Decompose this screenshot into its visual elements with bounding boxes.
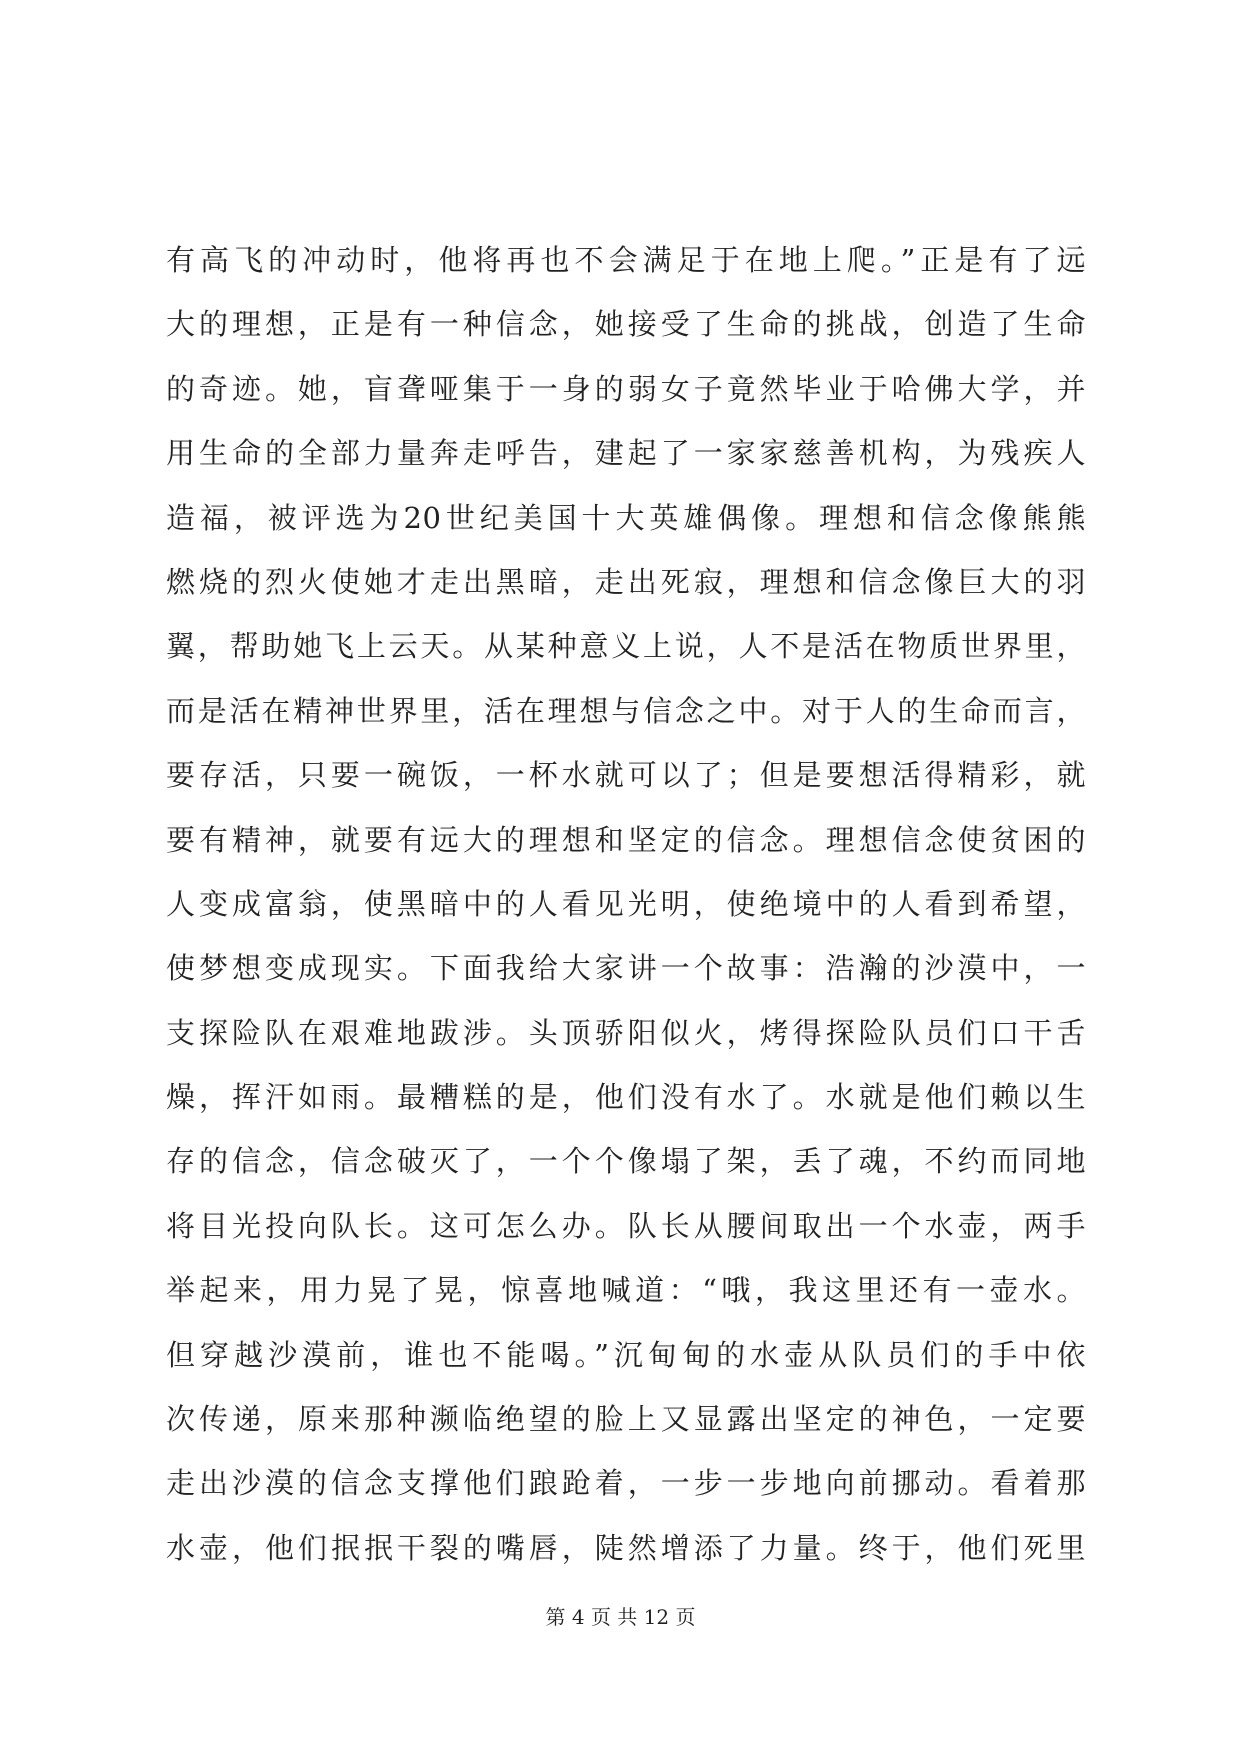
text-line: 用生命的全部力量奔走呼告，建起了一家家慈善机构，为残疾人 (166, 436, 1086, 471)
text-line: 走出沙漠的信念支撑他们踉跄着，一步一步地向前挪动。看着那 (166, 1466, 1086, 1501)
text-line: 大的理想，正是有一种信念，她接受了生命的挑战，创造了生命 (166, 307, 1086, 342)
text-line: 翼，帮助她飞上云天。从某种意义上说，人不是活在物质世界里， (166, 629, 1086, 664)
page-number-footer: 第 4 页 共 12 页 (545, 1605, 696, 1629)
text-line: 使梦想变成现实。下面我给大家讲一个故事：浩瀚的沙漠中，一 (166, 951, 1086, 986)
text-line: 将目光投向队长。这可怎么办。队长从腰间取出一个水壶，两手 (166, 1208, 1086, 1243)
text-line: 支探险队在艰难地跋涉。头顶骄阳似火，烤得探险队员们口干舌 (166, 1015, 1086, 1050)
text-line: 水壶，他们抿抿干裂的嘴唇，陡然增添了力量。终于，他们死里 (166, 1530, 1086, 1565)
text-line: 存的信念，信念破灭了，一个个像塌了架，丢了魂，不约而同地 (166, 1144, 1086, 1179)
text-line: 但穿越沙漠前，谁也不能喝。”沉甸甸的水壶从队员们的手中依 (166, 1337, 1086, 1372)
text-line: 次传递，原来那种濒临绝望的脸上又显露出坚定的神色，一定要 (166, 1402, 1086, 1437)
text-line: 燃烧的烈火使她才走出黑暗，走出死寂，理想和信念像巨大的羽 (166, 564, 1086, 599)
body-text (166, 228, 1086, 1580)
text-line: 的奇迹。她，盲聋哑集于一身的弱女子竟然毕业于哈佛大学，并 (166, 371, 1086, 406)
text-line: 造福，被评选为20世纪美国十大英雄偶像。理想和信念像熊熊 (166, 500, 1086, 535)
text-line: 举起来，用力晃了晃，惊喜地喊道：“哦，我这里还有一壶水。 (166, 1273, 1086, 1308)
text-line: 而是活在精神世界里，活在理想与信念之中。对于人的生命而言， (166, 693, 1086, 728)
text-line: 有高飞的冲动时，他将再也不会满足于在地上爬。”正是有了远 (166, 243, 1086, 277)
text-line: 燥，挥汗如雨。最糟糕的是，他们没有水了。水就是他们赖以生 (166, 1080, 1086, 1115)
text-line: 要存活，只要一碗饭，一杯水就可以了；但是要想活得精彩，就 (166, 758, 1086, 793)
text-line: 人变成富翁，使黑暗中的人看见光明，使绝境中的人看到希望， (166, 886, 1086, 921)
text-line: 要有精神，就要有远大的理想和坚定的信念。理想信念使贫困的 (166, 822, 1086, 857)
